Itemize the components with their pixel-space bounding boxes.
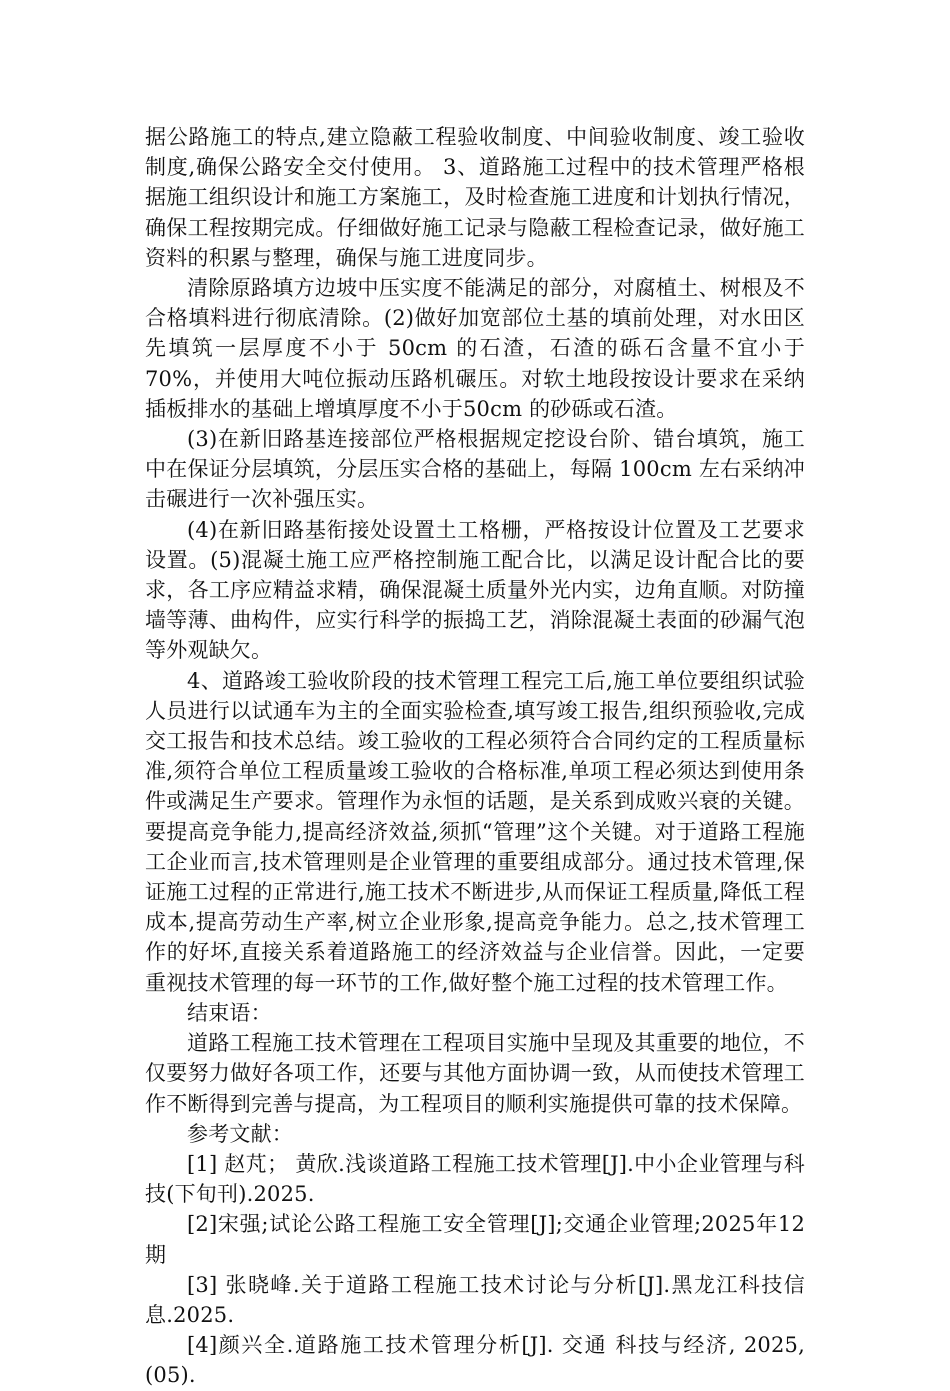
paragraph-step-3: (3)在新旧路基连接部位严格根据规定挖设台阶、错台填筑，施工中在保证分层填筑，分层压实合格的基础上，每隔 100cm 左右采纳冲击碾进行一次补强压实。 — [145, 427, 805, 512]
reference-item-4: [4]颜兴全.道路施工技术管理分析[J]. 交通 科技与经济, 2025,(05). — [145, 1333, 805, 1388]
paragraph-subgrade-clearing: 清除原路填方边坡中压实度不能满足的部分，对腐植土、树根及不合格填料进行彻底清除。(2)做好加宽部位土基的填前处理，对水田区先填筑一层厚度不小于 50cm 的石渣，石渣的砾石含量不宜小于 70%，并使用大吨位振动压路机碾压。对软土地段按设计要求在采纳插板排水的基础上增填厚度不小于50cm 的砂砾或石渣。 — [145, 276, 805, 421]
paragraph-acceptance-system: 据公路施工的特点,建立隐蔽工程验收制度、中间验收制度、竣工验收制度,确保公路安全交付使用。 3、道路施工过程中的技术管理严格根据施工组织设计和施工方案施工，及时检查施工进度和计划执行情况，确保工程按期完成。仔细做好施工记录与隐蔽工程检查记录，做好施工资料的积累与整理，确保与施工进度同步。 — [145, 125, 805, 270]
reference-item-3: [3] 张晓峰.关于道路工程施工技术讨论与分析[J].黑龙江科技信息.2025. — [145, 1272, 805, 1327]
reference-item-2: [2]宋强;试论公路工程施工安全管理[J];交通企业管理;2025年12期 — [145, 1212, 805, 1267]
reference-item-1: [1] 赵芃； 黄欣.浅谈道路工程施工技术管理[J].中小企业管理与科技(下旬刊).2025. — [145, 1151, 805, 1207]
document-body — [145, 122, 805, 1391]
paragraph-conclusion: 道路工程施工技术管理在工程项目实施中呈现及其重要的地位，不仅要努力做好各项工作，还要与其他方面协调一致，从而使技术管理工作不断得到完善与提高，为工程项目的顺利实施提供可靠的技术保障。 — [145, 1031, 805, 1116]
heading-references: 参考文献： — [187, 1121, 293, 1146]
heading-conclusion: 结束语： — [187, 1000, 272, 1025]
paragraph-step-4-5: (4)在新旧路基衔接处设置土工格栅，严格按设计位置及工艺要求设置。(5)混凝土施工应严格控制施工配合比，以满足设计配合比的要求，各工序应精益求精，确保混凝土质量外光内实，边角直顺。对防撞墙等薄、曲构件，应实行科学的振捣工艺，消除混凝土表面的砂漏气泡等外观缺欠。 — [145, 517, 805, 663]
paragraph-completion-acceptance: 4、道路竣工验收阶段的技术管理工程完工后,施工单位要组织试验人员进行以试通车为主的全面实验检查,填写竣工报告,组织预验收,完成交工报告和技术总结。竣工验收的工程必须符合合同约定的工程质量标准,须符合单位工程质量竣工验收的合格标准,单项工程必须达到使用条件或满足生产要求。管理作为永恒的话题，是关系到成败兴衰的关键。要提高竞争能力,提高经济效益,须抓“管理”这个关键。对于道路工程施工企业而言,技术管理则是企业管理的重要组成部分。通过技术管理,保证施工过程的正常进行,施工技术不断进步,从而保证工程质量,降低工程成本,提高劳动生产率,树立企业形象,提高竞争能力。总之,技术管理工作的好坏,直接关系着道路施工的经济效益与企业信誉。因此，一定要重视技术管理的每一环节的工作,做好整个施工过程的技术管理工作。 — [145, 668, 805, 995]
